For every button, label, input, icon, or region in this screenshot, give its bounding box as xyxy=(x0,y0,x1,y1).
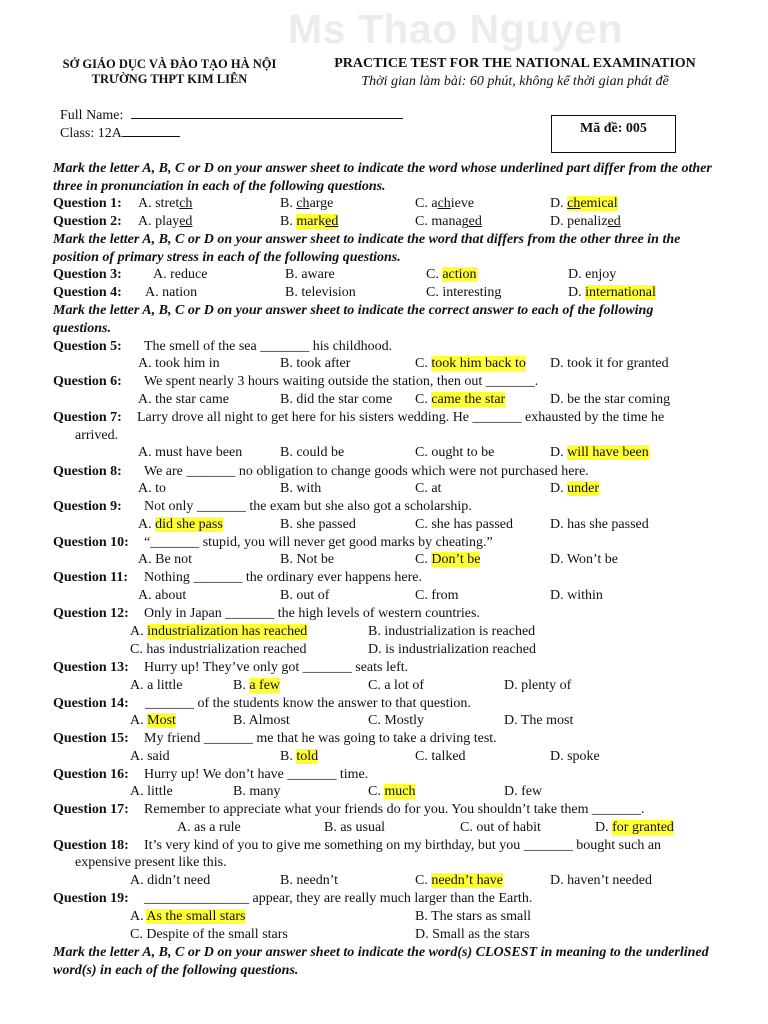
full-name-field xyxy=(60,107,403,124)
question-label: Question 17: xyxy=(53,802,129,817)
option-a: A. must have been xyxy=(138,445,243,460)
question-stem: Hurry up! We don’t have _______ time. xyxy=(144,767,369,782)
option-c: C. Don’t be xyxy=(415,552,481,567)
option-a: A. didn’t need xyxy=(130,873,211,888)
option-c: C. talked xyxy=(415,749,466,764)
option-a: A. the star came xyxy=(138,392,229,407)
option-b: B. industrialization is reached xyxy=(368,624,536,639)
option-d: D. took it for granted xyxy=(550,356,669,371)
option-b: B. told xyxy=(280,749,319,764)
question-label: Question 10: xyxy=(53,535,129,550)
exam-code-box: Mã đề: 005 xyxy=(551,115,676,153)
question-8-options xyxy=(53,481,753,499)
instruction-closest-meaning: Mark the letter A, B, C or D on your answer sheet to indicate the word(s) CLOSEST in meaning to the underlined word(s) in each of the following questions. xyxy=(53,945,709,978)
question-label: Question 11: xyxy=(53,570,129,585)
question-13-stem xyxy=(53,660,753,678)
option-c: C. Mostly xyxy=(368,713,425,728)
question-19-options-row2 xyxy=(53,927,753,945)
question-stem: Only in Japan _______ the high levels of western countries. xyxy=(144,606,480,621)
question-label: Question 2: xyxy=(53,214,122,229)
watermark: Ms Thao Nguyen xyxy=(288,6,624,52)
question-label: Question 8: xyxy=(53,464,122,479)
class-label: Class: 12A xyxy=(60,126,122,141)
question-stem: The smell of the sea _______ his childhood. xyxy=(144,339,393,354)
question-18-stem xyxy=(53,838,753,856)
question-17-stem xyxy=(53,802,753,820)
question-stem: Hurry up! They’ve only got _______ seats left. xyxy=(144,660,409,675)
option-d: D. haven’t needed xyxy=(550,873,652,888)
question-4 xyxy=(53,285,753,303)
option-a: A. Be not xyxy=(138,552,193,567)
option-a: A. took him in xyxy=(138,356,220,371)
question-11-options xyxy=(53,588,753,606)
question-stem: Nothing _______ the ordinary ever happens here. xyxy=(144,570,422,585)
question-12-options-row2 xyxy=(53,642,753,660)
question-stem: My friend _______ me that he was going to take a driving test. xyxy=(144,731,497,746)
question-2 xyxy=(53,214,753,232)
option-b: B. Not be xyxy=(280,552,335,567)
option-a: A. about xyxy=(138,588,187,603)
question-11-stem xyxy=(53,570,753,588)
question-10-options xyxy=(53,552,753,570)
option-c: C. came the star xyxy=(415,392,506,407)
option-b: B. television xyxy=(285,285,356,300)
option-d: D. few xyxy=(504,784,543,799)
question-18-stem-cont xyxy=(53,855,753,873)
option-c: C. out of habit xyxy=(460,820,541,835)
department-name: SỞ GIÁO DỤC VÀ ĐÀO TẠO HÀ NỘI xyxy=(62,57,277,71)
option-a: A. a little xyxy=(130,678,183,693)
question-5-options xyxy=(53,356,753,374)
option-b: B. The stars as small xyxy=(415,909,532,924)
option-d: D. The most xyxy=(504,713,574,728)
option-b: B. out of xyxy=(280,588,330,603)
question-stem-continued: arrived. xyxy=(75,428,119,443)
question-stem: _______ of the students know the answer to that question. xyxy=(145,696,471,711)
option-b: B. could be xyxy=(280,445,345,460)
school-name: TRƯỜNG THPT KIM LIÊN xyxy=(91,72,248,86)
question-label: Question 7: xyxy=(53,410,122,425)
option-c: C. she has passed xyxy=(415,517,513,532)
question-3 xyxy=(53,267,753,285)
option-c: C. managed xyxy=(415,214,482,229)
question-9-options xyxy=(53,517,753,535)
question-label: Question 13: xyxy=(53,660,129,675)
question-19-stem xyxy=(53,891,753,909)
option-c: C. ought to be xyxy=(415,445,495,460)
question-label: Question 14: xyxy=(53,696,129,711)
option-c: C. interesting xyxy=(426,285,502,300)
question-stem: It’s very kind of you to give me something on my birthday, but you _______ bought such an xyxy=(144,838,662,853)
option-a: A. did she pass xyxy=(138,517,223,532)
option-c: C. Despite of the small stars xyxy=(130,927,288,942)
question-5-stem xyxy=(53,339,753,357)
question-stem: “_______ stupid, you will never get good marks by cheating.” xyxy=(144,535,493,550)
option-d: D. penalized xyxy=(550,214,621,229)
question-stem: Not only _______ the exam but she also got a scholarship. xyxy=(144,499,472,514)
option-b: B. marked xyxy=(280,214,339,229)
option-c: C. from xyxy=(415,588,459,603)
full-name-label: Full Name: xyxy=(60,108,124,123)
question-19-options-row1 xyxy=(53,909,753,927)
option-c: C. achieve xyxy=(415,196,475,211)
question-1 xyxy=(53,196,753,214)
question-14-stem xyxy=(53,696,753,714)
option-a: A. Most xyxy=(130,713,176,728)
question-label: Question 1: xyxy=(53,196,122,211)
question-14-options xyxy=(53,713,753,731)
exam-subtitle: Thời gian làm bài: 60 phút, không kể thời gian phát đề xyxy=(361,74,669,89)
question-10-stem xyxy=(53,535,753,553)
option-b: B. with xyxy=(280,481,322,496)
option-b: B. Almost xyxy=(233,713,290,728)
option-a: A. said xyxy=(130,749,170,764)
question-label: Question 4: xyxy=(53,285,122,300)
option-b: B. aware xyxy=(285,267,335,282)
question-13-options xyxy=(53,678,753,696)
question-stem: _______________ appear, they are really much larger than the Earth. xyxy=(144,891,533,906)
question-6-stem xyxy=(53,374,753,392)
question-7-stem-cont xyxy=(53,428,753,446)
question-15-stem xyxy=(53,731,753,749)
question-7-stem xyxy=(53,410,753,428)
option-d: D. chemical xyxy=(550,196,618,211)
question-label: Question 18: xyxy=(53,838,129,853)
question-12-stem xyxy=(53,606,753,624)
question-17-options xyxy=(53,820,753,838)
question-label: Question 9: xyxy=(53,499,122,514)
question-label: Question 6: xyxy=(53,374,122,389)
question-8-stem xyxy=(53,464,753,482)
option-a: A. stretch xyxy=(138,196,193,211)
option-b: B. many xyxy=(233,784,281,799)
question-6-options xyxy=(53,392,753,410)
option-d: D. Small as the stars xyxy=(415,927,530,942)
option-d: D. within xyxy=(550,588,603,603)
class-field xyxy=(60,125,180,142)
question-label: Question 16: xyxy=(53,767,129,782)
option-d: D. for granted xyxy=(595,820,674,835)
option-a: A. little xyxy=(130,784,173,799)
option-b: B. as usual xyxy=(324,820,386,835)
option-d: D. Won’t be xyxy=(550,552,618,567)
question-stem: We spent nearly 3 hours waiting outside the station, then out _______. xyxy=(144,374,539,389)
question-7-options xyxy=(53,445,753,463)
question-label: Question 12: xyxy=(53,606,129,621)
option-c: C. has industrialization reached xyxy=(130,642,307,657)
option-a: A. industrialization has reached xyxy=(130,624,308,639)
question-stem: Remember to appreciate what your friends do for you. You shouldn’t take them _______. xyxy=(144,802,645,817)
option-c: C. a lot of xyxy=(368,678,424,693)
question-stem: We are _______ no obligation to change goods which were not purchased here. xyxy=(144,464,589,479)
option-d: D. has she passed xyxy=(550,517,649,532)
instruction-stress: Mark the letter A, B, C or D on your answer sheet to indicate the word that differs from the other three in the position of primary stress in each of the following questions. xyxy=(53,232,681,265)
option-b: B. needn’t xyxy=(280,873,339,888)
option-c: C. action xyxy=(426,267,477,282)
question-label: Question 3: xyxy=(53,267,122,282)
option-a: A. reduce xyxy=(153,267,208,282)
question-16-options xyxy=(53,784,753,802)
option-d: D. international xyxy=(568,285,656,300)
instruction-correct-answer: Mark the letter A, B, C or D on your answer sheet to indicate the correct answer to each of the following questions. xyxy=(53,303,654,336)
option-d: D. under xyxy=(550,481,600,496)
option-a: A. to xyxy=(138,481,166,496)
option-d: D. enjoy xyxy=(568,267,617,282)
option-a: A. as a rule xyxy=(177,820,241,835)
option-a: A. As the small stars xyxy=(130,909,246,924)
question-stem: Larry drove all night to get here for his sisters wedding. He _______ exhausted by the time he xyxy=(137,410,665,425)
option-d: D. be the star coming xyxy=(550,392,671,407)
option-b: B. a few xyxy=(233,678,281,693)
option-d: D. is industrialization reached xyxy=(368,642,536,657)
question-12-options-row1 xyxy=(53,624,753,642)
question-16-stem xyxy=(53,767,753,785)
option-d: D. plenty of xyxy=(504,678,572,693)
option-b: B. did the star come xyxy=(280,392,393,407)
question-stem-continued: expensive present like this. xyxy=(75,855,227,870)
option-b: B. charge xyxy=(280,196,334,211)
option-c: C. much xyxy=(368,784,416,799)
exam-title: PRACTICE TEST FOR THE NATIONAL EXAMINATION xyxy=(334,56,696,71)
question-label: Question 5: xyxy=(53,339,122,354)
question-label: Question 19: xyxy=(53,891,129,906)
question-15-options xyxy=(53,749,753,767)
option-b: B. took after xyxy=(280,356,351,371)
option-c: C. at xyxy=(415,481,442,496)
question-9-stem xyxy=(53,499,753,517)
question-18-options xyxy=(53,873,753,891)
option-c: C. needn’t have xyxy=(415,873,503,888)
instruction-pronunciation: Mark the letter A, B, C or D on your answer sheet to indicate the word whose underlined part differ from the other three in pronunciation in each of the following questions. xyxy=(53,161,712,194)
option-a: A. nation xyxy=(145,285,198,300)
option-d: D. will have been xyxy=(550,445,649,460)
option-c: C. took him back to xyxy=(415,356,526,371)
option-d: D. spoke xyxy=(550,749,600,764)
question-label: Question 15: xyxy=(53,731,129,746)
class-blank xyxy=(122,125,180,137)
option-b: B. she passed xyxy=(280,517,356,532)
option-a: A. played xyxy=(138,214,193,229)
full-name-blank xyxy=(131,107,403,119)
